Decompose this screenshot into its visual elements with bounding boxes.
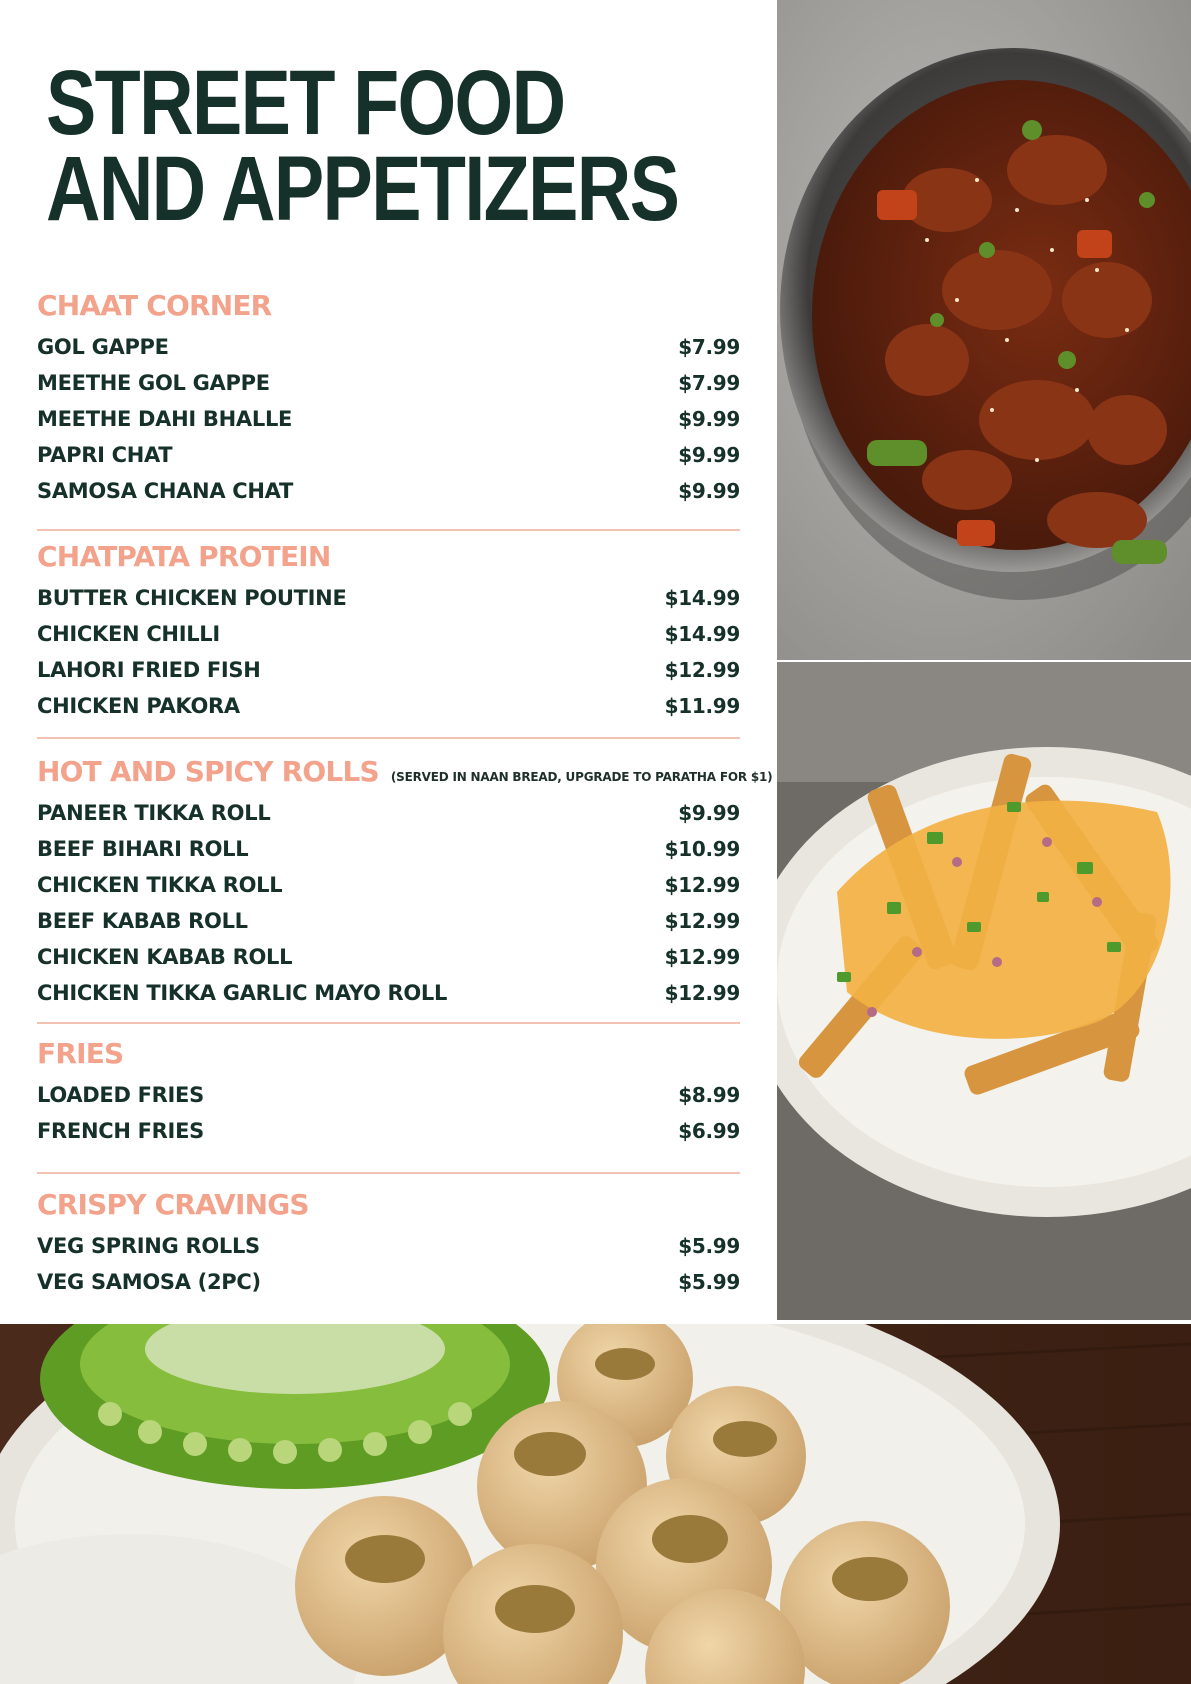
- menu-item: [37, 473, 740, 509]
- chilli-chicken-photo: [777, 0, 1191, 660]
- item-name: CHICKEN PAKORA: [37, 694, 240, 718]
- menu-item: [37, 1228, 740, 1264]
- section-title: CHATPATA PROTEIN: [37, 540, 331, 573]
- item-price: $5.99: [678, 1270, 740, 1294]
- item-name: LAHORI FRIED FISH: [37, 658, 261, 682]
- section-crispy-cravings: [37, 1188, 740, 1300]
- menu-item: [37, 616, 740, 652]
- item-name: LOADED FRIES: [37, 1083, 204, 1107]
- section-divider: [37, 737, 740, 739]
- item-price: $12.99: [664, 909, 740, 933]
- item-price: $11.99: [664, 694, 740, 718]
- item-name: MEETHE DAHI BHALLE: [37, 407, 293, 431]
- page-title: [46, 52, 679, 240]
- menu-item: [37, 365, 740, 401]
- item-name: VEG SAMOSA (2PC): [37, 1270, 261, 1294]
- section-hot-and-spicy-rolls: [37, 755, 773, 1011]
- item-price: $14.99: [664, 622, 740, 646]
- section-fries: [37, 1037, 740, 1149]
- menu-item: [37, 401, 740, 437]
- gol-gappe-illustration: [0, 1324, 1191, 1684]
- item-price: $9.99: [678, 479, 740, 503]
- item-price: $12.99: [664, 658, 740, 682]
- section-header: [37, 1188, 740, 1228]
- item-price: $12.99: [664, 981, 740, 1005]
- item-name: BUTTER CHICKEN POUTINE: [37, 586, 347, 610]
- menu-item: [37, 795, 740, 831]
- section-title: CRISPY CRAVINGS: [37, 1188, 309, 1221]
- menu-item: [37, 437, 740, 473]
- menu-item: [37, 1264, 740, 1300]
- section-chatpata-protein: [37, 540, 740, 724]
- loaded-fries-illustration: [777, 662, 1191, 1320]
- section-divider: [37, 529, 740, 531]
- section-title: FRIES: [37, 1037, 124, 1070]
- item-price: $9.99: [678, 443, 740, 467]
- section-header: [37, 289, 740, 329]
- section-divider: [37, 1172, 740, 1174]
- section-title: CHAAT CORNER: [37, 289, 272, 322]
- item-price: $14.99: [664, 586, 740, 610]
- item-price: $12.99: [664, 945, 740, 969]
- menu-item: [37, 903, 740, 939]
- chilli-chicken-illustration: [777, 0, 1191, 660]
- section-note: (SERVED IN NAAN BREAD, UPGRADE TO PARATHA FOR $1): [390, 770, 773, 784]
- menu-item: [37, 831, 740, 867]
- section-title: HOT AND SPICY ROLLS: [37, 755, 379, 788]
- item-price: $9.99: [678, 801, 740, 825]
- section-chaat-corner: [37, 289, 740, 509]
- menu-item: [37, 1113, 740, 1149]
- item-price: $6.99: [678, 1119, 740, 1143]
- section-header: [37, 540, 740, 580]
- item-price: $5.99: [678, 1234, 740, 1258]
- item-name: PANEER TIKKA ROLL: [37, 801, 271, 825]
- item-name: CHICKEN TIKKA ROLL: [37, 873, 283, 897]
- section-header: [37, 1037, 740, 1077]
- menu-item: [37, 329, 740, 365]
- menu-item: [37, 867, 740, 903]
- item-name: CHICKEN KABAB ROLL: [37, 945, 293, 969]
- section-divider: [37, 1022, 740, 1024]
- item-price: $12.99: [664, 873, 740, 897]
- item-name: VEG SPRING ROLLS: [37, 1234, 260, 1258]
- menu-item: [37, 939, 740, 975]
- item-name: PAPRI CHAT: [37, 443, 173, 467]
- item-name: CHICKEN CHILLI: [37, 622, 220, 646]
- item-price: $10.99: [664, 837, 740, 861]
- menu-item: [37, 975, 740, 1011]
- gol-gappe-photo: [0, 1324, 1191, 1684]
- item-name: MEETHE GOL GAPPE: [37, 371, 270, 395]
- item-name: BEEF KABAB ROLL: [37, 909, 248, 933]
- page-title-line-1: STREET FOOD: [46, 52, 565, 154]
- item-name: GOL GAPPE: [37, 335, 169, 359]
- menu-item: [37, 688, 740, 724]
- item-price: $9.99: [678, 407, 740, 431]
- menu-item: [37, 580, 740, 616]
- item-name: SAMOSA CHANA CHAT: [37, 479, 294, 503]
- section-header: [37, 755, 773, 795]
- item-price: $7.99: [678, 371, 740, 395]
- item-price: $7.99: [678, 335, 740, 359]
- item-name: CHICKEN TIKKA GARLIC MAYO ROLL: [37, 981, 448, 1005]
- loaded-fries-photo: [777, 662, 1191, 1320]
- item-name: BEEF BIHARI ROLL: [37, 837, 249, 861]
- menu-item: [37, 652, 740, 688]
- item-name: FRENCH FRIES: [37, 1119, 204, 1143]
- page-title-line-2: AND APPETIZERS: [46, 138, 679, 240]
- menu-item: [37, 1077, 740, 1113]
- item-price: $8.99: [678, 1083, 740, 1107]
